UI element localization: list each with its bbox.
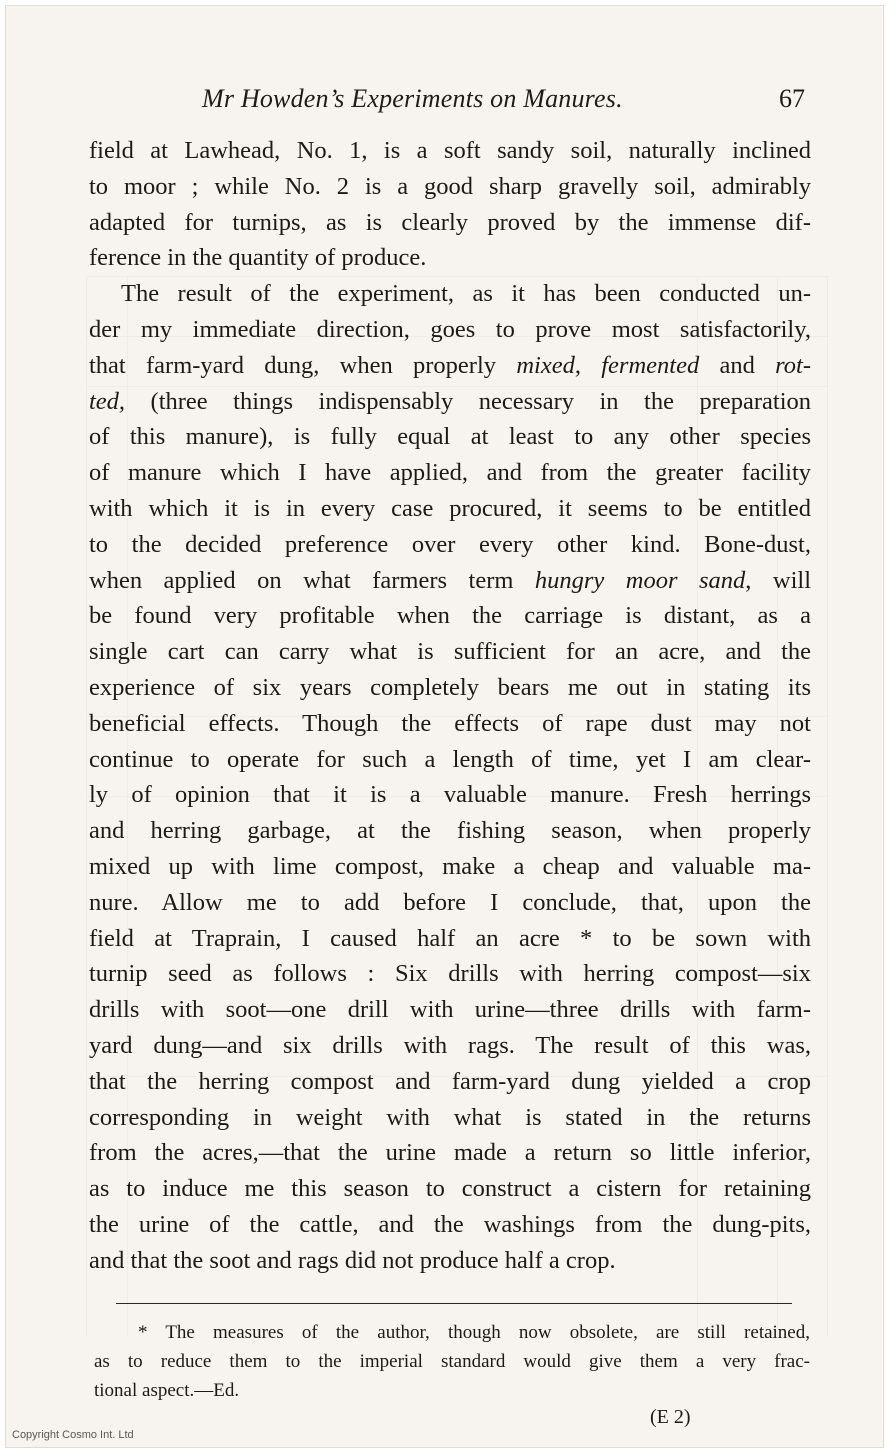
running-header [6, 84, 883, 118]
text-line: as to induce me this season to construct a cistern for retaining [89, 1175, 811, 1203]
text-line: from the acres,—that the urine made a return so little inferior, [89, 1139, 811, 1167]
footnote-line: as to reduce them to the imperial standard would give them a very frac- [94, 1351, 810, 1372]
text-line: der my immediate direction, goes to prove most satisfactorily, [89, 315, 811, 343]
text-line: field at Traprain, I caused half an acre * to be sown with [89, 924, 811, 952]
text-line: beneficial effects. Though the effects of rape dust may not [89, 709, 811, 737]
text-line: field at Lawhead, No. 1, is a soft sandy soil, naturally inclined [89, 137, 811, 164]
text-line: yard dung—and six drills with rags. The result of this was, [89, 1031, 811, 1059]
text-line: continue to operate for such a length of time, yet I am clear- [89, 745, 811, 773]
page-number: 67 [779, 84, 805, 113]
text-line: corresponding in weight with what is stated in the returns [89, 1103, 811, 1131]
text-line: adapted for turnips, as is clearly proved by the immense dif- [89, 208, 811, 236]
text-line: turnip seed as follows : Six drills with herring compost—six [89, 960, 811, 988]
text-line: nure. Allow me to add before I conclude, that, upon the [89, 888, 811, 916]
text-line: of this manure), is fully equal at least to any other species [89, 423, 811, 451]
text-line: when applied on what farmers term hungry moor sand, will [89, 566, 811, 594]
text-line: to moor ; while No. 2 is a good sharp gravelly soil, admirably [89, 172, 811, 200]
text-line: with which it is in every case procured, it seems to be entitled [89, 494, 811, 522]
text-line: mixed up with lime compost, make a cheap and valuable ma- [89, 852, 811, 880]
text-line: single cart can carry what is sufficient for an acre, and the [89, 638, 811, 666]
text-line: ly of opinion that it is a valuable manure. Fresh herrings [89, 781, 811, 809]
text-line: and herring garbage, at the fishing season, when properly [89, 817, 811, 845]
text-line: ference in the quantity of produce. [89, 244, 427, 272]
text-line: of manure which I have applied, and from the greater facility [89, 459, 811, 487]
copyright-notice: Copyright Cosmo Int. Ltd [12, 1429, 134, 1441]
text-line: ted, (three things indispensably necessary in the preparation [89, 387, 811, 415]
text-line: drills with soot—one drill with urine—three drills with farm- [89, 996, 811, 1024]
text-line: The result of the experiment, as it has been conducted un- [121, 280, 811, 308]
text-line: that farm-yard dung, when properly mixed, fermented and rot- [89, 351, 812, 379]
footnote [94, 1318, 810, 1405]
text-line: to the decided preference over every other kind. Bone-dust, [89, 530, 811, 558]
text-line: the urine of the cattle, and the washings from the dung-pits, [89, 1210, 811, 1238]
footnote-line: tional aspect.—Ed. [94, 1380, 240, 1401]
text-line: and that the soot and rags did not produce half a crop. [89, 1246, 616, 1274]
text-line: that the herring compost and farm-yard dung yielded a crop [89, 1067, 811, 1095]
text-line: experience of six years completely bears me out in stating its [89, 673, 811, 701]
book-page [5, 5, 884, 1448]
signature-mark: (E 2) [650, 1406, 691, 1428]
footnote-line: * The measures of the author, though now obsolete, are still retained, [138, 1322, 810, 1343]
text-line: be found very profitable when the carriage is distant, as a [89, 602, 811, 630]
footnote-rule [116, 1303, 792, 1304]
running-title: Mr Howden’s Experiments on Manures. [202, 84, 623, 113]
body-text [89, 133, 811, 1279]
